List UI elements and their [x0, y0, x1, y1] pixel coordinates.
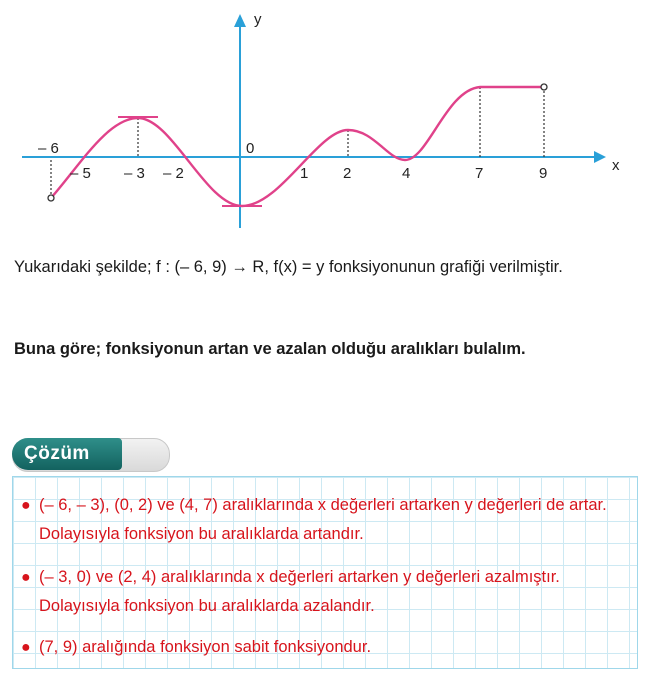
solution-box: [12, 476, 638, 669]
open-endpoint-left: [48, 195, 54, 201]
tick-label: – 2: [163, 165, 184, 182]
tick-label: – 6: [38, 140, 59, 157]
solution-item-text: (– 6, – 3), (0, 2) ve (4, 7) aralıklarında x değerleri artarken y değerleri de artar. Dolayısıyla fonksiyon bu aralıklarda artandır.: [39, 496, 607, 543]
intro-text: Yukarıdaki şekilde; f : (– 6, 9) → R, f(x) = y fonksiyonunun grafiği verilmiştir.: [14, 258, 563, 276]
origin-label: 0: [246, 140, 255, 157]
solution-item: [21, 633, 625, 662]
question-text: Buna göre; fonksiyonun artan ve azalan olduğu aralıkları bulalım.: [14, 340, 526, 358]
tick-label: 9: [539, 165, 548, 182]
tick-label: 2: [343, 165, 352, 182]
bullet-icon: ●: [21, 639, 31, 656]
solution-item: [21, 491, 625, 549]
y-axis-arrow-icon: [234, 14, 246, 27]
function-curve: [51, 87, 544, 206]
bullet-icon: ●: [21, 569, 31, 586]
solution-item-text: (– 3, 0) ve (2, 4) aralıklarında x değerleri artarken y değerleri azalmıştır. Dolayısıyla fonksiyon bu aralıklarda azalandır.: [39, 568, 560, 615]
x-axis-arrow-icon: [594, 151, 606, 163]
solution-badge: [12, 438, 168, 472]
solution-item: [21, 563, 625, 621]
function-graph: [0, 0, 650, 230]
bullet-icon: ●: [21, 497, 31, 514]
solution-badge-label: Çözüm: [12, 438, 122, 470]
tick-label: 4: [402, 165, 411, 182]
y-axis-label: y: [254, 11, 262, 28]
open-endpoint-right: [541, 84, 547, 90]
solution-item-text: (7, 9) aralığında fonksiyon sabit fonksiyondur.: [39, 638, 372, 656]
tick-label: – 3: [124, 165, 145, 182]
tick-label: 7: [475, 165, 484, 182]
x-axis-label: x: [612, 157, 620, 174]
tick-label: 1: [300, 165, 309, 182]
tick-label: – 5: [70, 165, 91, 182]
